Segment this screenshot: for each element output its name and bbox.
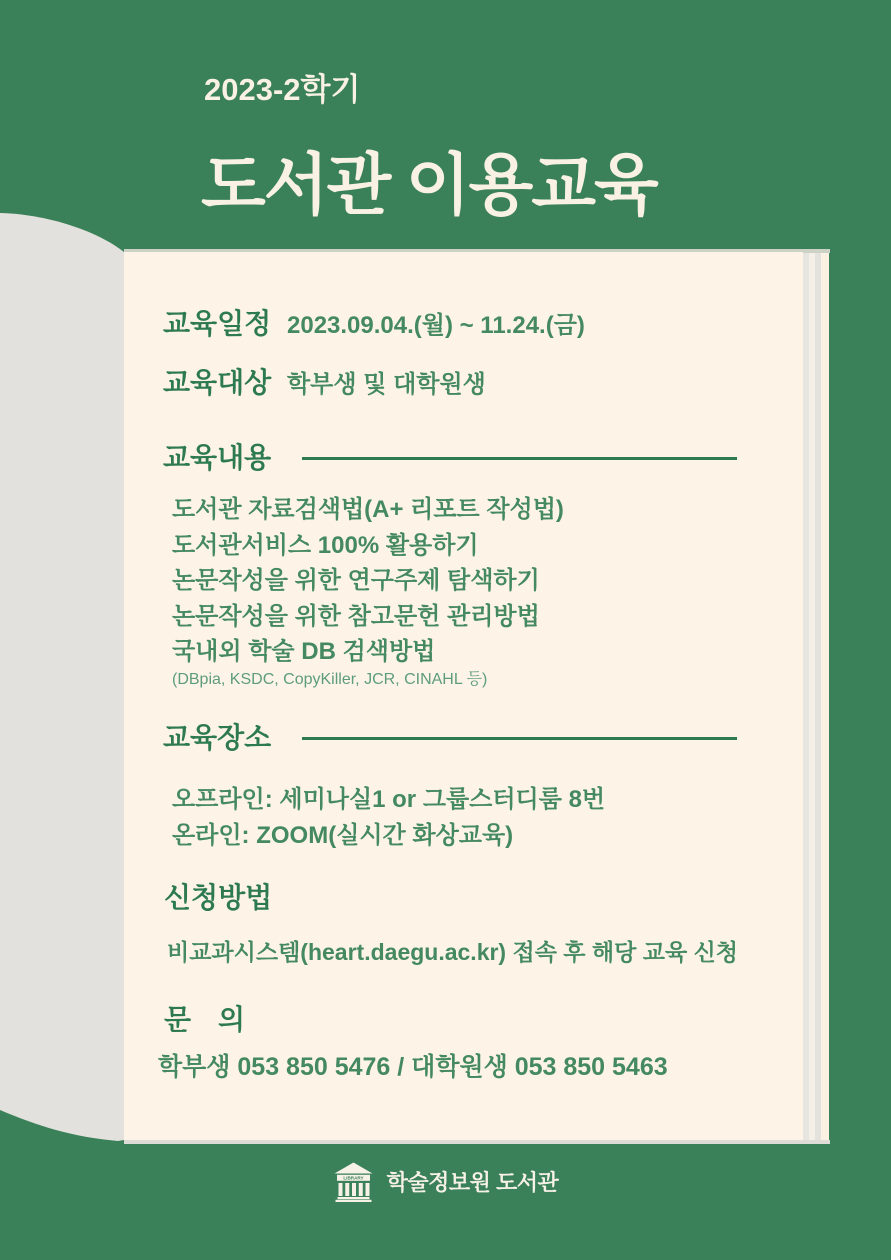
content-label: 교육내용 <box>163 442 272 473</box>
apply-value: 비교과시스템(heart.daegu.ac.kr) 접속 후 해당 교육 신청 <box>167 939 739 965</box>
location-item-list <box>172 782 605 853</box>
book-page <box>124 252 803 1140</box>
inquiry-label-second: 의 <box>217 1004 245 1035</box>
inquiry-value: 학부생 053 850 5476 / 대학원생 053 850 5463 <box>158 1053 668 1081</box>
content-item-list <box>172 492 564 670</box>
audience-row <box>163 369 486 400</box>
location-item: 온라인: ZOOM(실시간 화상교육) <box>172 821 514 849</box>
content-item: 도서관서비스 100% 활용하기 <box>172 531 479 559</box>
library-icon-text: LIBRARY <box>343 1175 364 1181</box>
inquiry-label <box>164 1006 245 1034</box>
section-divider-line <box>302 737 737 740</box>
audience-value: 학부생 및 대학원생 <box>287 371 486 398</box>
inquiry-label-first: 문 <box>164 1004 192 1035</box>
content-section-header <box>163 444 737 472</box>
schedule-row <box>163 310 585 341</box>
page-stack-edge <box>821 252 829 1140</box>
page-bottom-edge <box>124 1140 830 1144</box>
audience-label: 교육대상 <box>163 367 272 398</box>
content-item: 논문작성을 위한 참고문헌 관리방법 <box>172 602 540 630</box>
footer <box>0 1161 891 1202</box>
library-building-icon <box>333 1161 374 1202</box>
content-note: (DBpia, KSDC, CopyKiller, JCR, CINAHL 등) <box>172 671 488 688</box>
location-item: 오프라인: 세미나실1 or 그룹스터디룸 8번 <box>172 786 606 813</box>
book-left-page <box>0 0 130 1260</box>
schedule-value: 2023.09.04.(월) ~ 11.24.(금) <box>287 312 585 339</box>
content-item: 논문작성을 위한 연구주제 탐색하기 <box>172 567 540 594</box>
content-item: 국내외 학술 DB 검색방법 <box>172 638 436 665</box>
poster-title: 도서관 이용교육 <box>201 148 657 223</box>
location-label: 교육장소 <box>163 722 272 753</box>
schedule-label: 교육일정 <box>163 308 272 339</box>
footer-org-name: 학술정보원 도서관 <box>386 1170 559 1195</box>
apply-label: 신청방법 <box>164 882 273 913</box>
section-divider-line <box>302 457 737 460</box>
location-section-header <box>163 724 737 752</box>
semester-subtitle: 2023-2학기 <box>204 72 361 107</box>
content-item: 도서관 자료검색법(A+ 리포트 작성법) <box>172 496 564 523</box>
